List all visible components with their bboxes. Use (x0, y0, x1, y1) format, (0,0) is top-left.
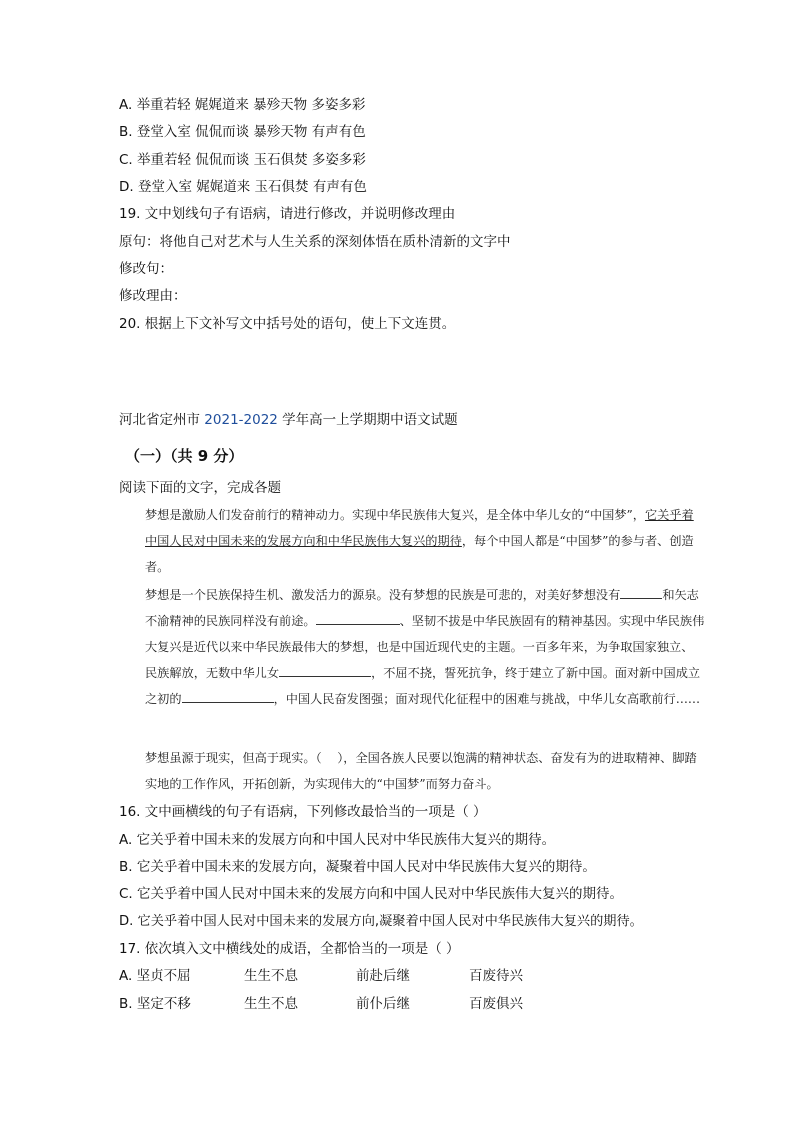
blank-3 (279, 663, 371, 677)
q17-row-b-item: B. 坚定不移 (119, 996, 191, 1012)
revised-sentence-label: 修改句： (119, 261, 173, 277)
passage-paragraph-3 (119, 745, 705, 797)
question-19: 19. 文中划线句子有语病，请进行修改，并说明修改理由 (119, 206, 456, 222)
q16-option-b: B. 它关乎着中国未来的发展方向，凝聚着中国人民对中华民族伟大复兴的期待。 (119, 859, 596, 875)
blank-2 (316, 611, 400, 625)
title-year: 2021-2022 (204, 412, 278, 428)
q17-row-b-item: 百废俱兴 (469, 996, 523, 1012)
blank-1 (620, 585, 662, 599)
q16-option-c: C. 它关乎着中国人民对中国未来的发展方向和中国人民对中华民族伟大复兴的期待。 (119, 886, 624, 902)
p2-text-e: ，中国人民奋发图强；面对现代化征程中的困难与挑战，中华儿女高歌前行…… (273, 692, 701, 706)
passage-paragraph-2 (119, 582, 705, 712)
q17-row-a-item: A. 坚贞不屈 (119, 968, 191, 984)
q16-option-a: A. 它关乎着中国未来的发展方向和中国人民对中华民族伟大复兴的期待。 (119, 832, 556, 848)
q17-row-a-item: 前赴后继 (356, 968, 410, 984)
option-b: B. 登堂入室 侃侃而谈 暴殄天物 有声有色 (119, 124, 366, 140)
reading-instruction: 阅读下面的文字，完成各题 (119, 480, 281, 496)
q17-row-a-item: 生生不息 (244, 968, 298, 984)
revision-reason-label: 修改理由： (119, 288, 187, 304)
blank-4 (182, 689, 274, 703)
p3-text-b: ），全国各族人民要以饱满的精神状态、奋发有为的进取精神、脚踏实地的工作作风，开拓创新，为实现伟大的“中国梦”而努力奋斗。 (145, 751, 697, 791)
p2-text-b: 和矢志不渝精神的民族同样没有前途。 (145, 588, 699, 628)
p2-text-c: 、坚韧不拔是中华民族固有的精神基因。实现中华民族伟大复兴是近代以来中华民族最伟大的梦想，也是中国近现代史的主题。一百多年来，为争取国家独立、民族解放，无数中华儿女 (145, 614, 705, 680)
p1-text-a: 梦想是激励人们发奋前行的精神动力。实现中华民族伟大复兴，是全体中华儿女的“中国梦”， (145, 508, 645, 522)
p2-text-a: 梦想是一个民族保持生机、激发活力的源泉。没有梦想的民族是可悲的，对美好梦想没有 (145, 588, 621, 602)
p3-text-a: 梦想虽源于现实，但高于现实。（ (145, 751, 322, 765)
paren-gap (322, 751, 338, 765)
title-prefix: 河北省定州市 (119, 412, 205, 428)
p2-text-d: ，不屈不挠，誓死抗争，终于建立了新中国。面对新中国成立之初的 (145, 666, 701, 706)
title-suffix: 学年高一上学期期中语文试题 (277, 412, 458, 428)
option-d: D. 登堂入室 娓娓道来 玉石俱焚 有声有色 (119, 179, 367, 195)
question-16: 16. 文中画横线的句子有语病，下列修改最恰当的一项是（ ） (119, 804, 487, 820)
option-c: C. 举重若轻 侃侃而谈 玉石俱焚 多姿多彩 (119, 152, 366, 168)
q17-row-b-item: 生生不息 (244, 996, 298, 1012)
option-a: A. 举重若轻 娓娓道来 暴殄天物 多姿多彩 (119, 97, 366, 113)
q17-row-b-item: 前仆后继 (356, 996, 410, 1012)
p1-text-b: ，每个中国人都是“中国梦”的参与者、创造者。 (145, 534, 694, 574)
q17-row-a-item: 百废待兴 (469, 968, 523, 984)
section-heading: （一）（共 9 分） (125, 447, 244, 465)
passage-paragraph-1 (119, 502, 705, 580)
exam-title (119, 410, 458, 430)
q16-option-d: D. 它关乎着中国人民对中国未来的发展方向,凝聚着中国人民对中华民族伟大复兴的期待。 (119, 914, 643, 929)
question-17: 17. 依次填入文中横线处的成语，全都恰当的一项是（ ） (119, 941, 460, 957)
question-20: 20. 根据上下文补写文中括号处的语句，使上下文连贯。 (119, 316, 456, 332)
original-sentence: 原句：将他自己对艺术与人生关系的深刻体悟在质朴清新的文字中 (119, 234, 511, 250)
underlined-sentence: 它关乎着中国人民对中国未来的发展方向和中华民族伟大复兴的期待 (145, 508, 694, 548)
